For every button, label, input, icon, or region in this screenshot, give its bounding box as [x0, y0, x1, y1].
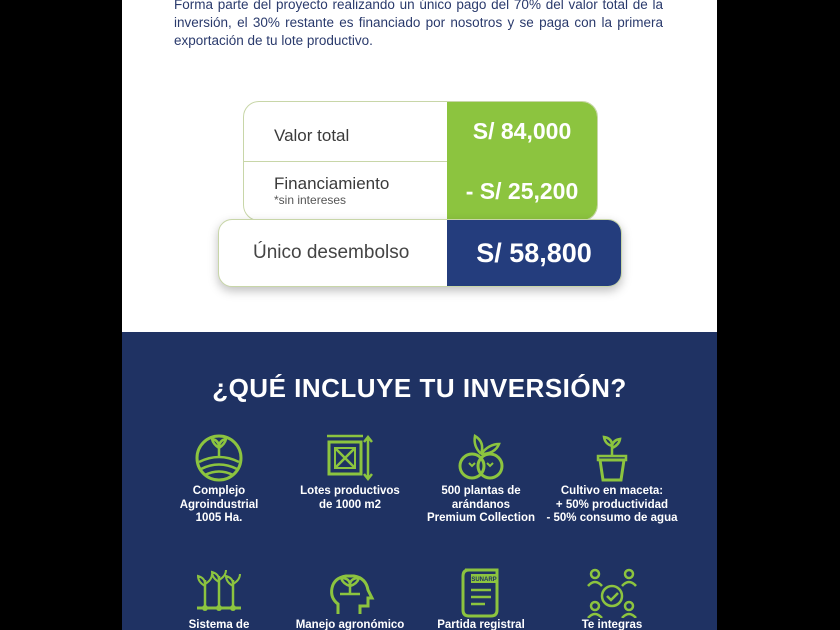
intro-paragraph: Forma parte del proyecto realizando un único pago del 70% del valor total de la inversión, el 30% restante es financiado por nosotros y se paga con la primera exportación de tu lote productivo. — [174, 0, 663, 48]
pricing-card — [243, 101, 598, 221]
farm-globe-icon — [193, 432, 245, 484]
page — [122, 0, 717, 630]
total-value-row — [244, 102, 597, 162]
include-caption: Manejo agronómico — [295, 619, 405, 630]
svg-text:SUNARP: SUNARP — [471, 577, 497, 583]
financing-amount: - S/ 25,200 — [447, 161, 597, 221]
single-payment-row — [218, 219, 622, 287]
head-plant-icon — [324, 566, 376, 618]
include-caption: Cultivo en maceta: + 50% productividad - 50% consumo de agua — [546, 485, 678, 524]
team-check-icon — [586, 566, 638, 618]
include-caption: Complejo Agroindustrial 1005 Ha. — [179, 485, 259, 524]
financing-row — [244, 161, 597, 220]
blueberries-icon — [455, 432, 507, 484]
include-caption: Lotes productivos de 1000 m2 — [300, 485, 400, 511]
land-plot-icon — [324, 432, 376, 484]
include-caption: 500 plantas de arándanos Premium Collection — [427, 485, 535, 524]
sunarp-document-icon — [455, 566, 507, 618]
include-caption: Partida registral — [437, 619, 525, 630]
single-payment-label: Único desembolso — [253, 242, 410, 263]
total-value-amount: S/ 84,000 — [447, 102, 597, 161]
financing-note: *sin intereses — [274, 193, 347, 207]
potted-plant-icon — [586, 432, 638, 484]
financing-label: Financiamiento — [274, 174, 390, 193]
include-caption: Sistema de — [188, 619, 250, 630]
single-payment-amount: S/ 58,800 — [447, 220, 621, 286]
total-value-label: Valor total — [274, 126, 350, 145]
irrigation-plants-icon — [193, 566, 245, 618]
includes-title: ¿QUÉ INCLUYE TU INVERSIÓN? — [212, 373, 627, 403]
include-caption: Te integras — [581, 619, 643, 630]
